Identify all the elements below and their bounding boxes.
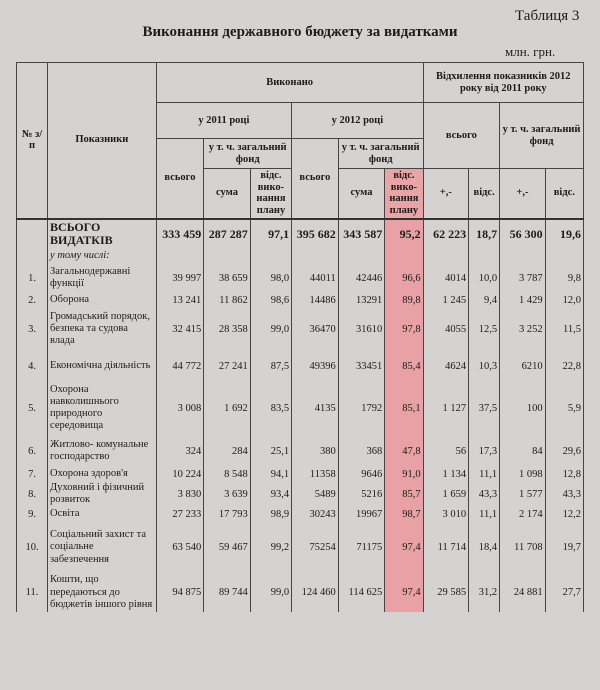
- cell-g11: [204, 249, 251, 263]
- cell-g_pct: 22,8: [545, 351, 583, 381]
- cell-d_pct: 31,2: [469, 573, 500, 611]
- executed-header: Виконано: [156, 63, 423, 103]
- cell-p12: 97,4: [385, 573, 423, 611]
- row-name: Соціальний захист та соціальне забезпечення: [48, 521, 157, 573]
- cell-g12: 343 587: [338, 219, 385, 250]
- cell-g_pct: 11,5: [545, 307, 583, 351]
- cell-t12: 4135: [292, 381, 339, 435]
- row-name: Охорона навколишнього природного середовища: [48, 381, 157, 435]
- cell-g_pct: 5,9: [545, 381, 583, 435]
- cell-t11: 32 415: [156, 307, 204, 351]
- cell-d_pm: 62 223: [423, 219, 469, 250]
- pct-2012-header: відс. вико- нання плану: [385, 169, 423, 219]
- table-row: [17, 249, 584, 263]
- table-row: [17, 435, 584, 467]
- row-name: ВСЬОГО ВИДАТКІВ: [48, 219, 157, 250]
- cell-p12: 85,7: [385, 481, 423, 507]
- cell-g_pct: 43,3: [545, 481, 583, 507]
- row-name: Оборона: [48, 293, 157, 307]
- cell-g_pm: 3 252: [500, 307, 546, 351]
- cell-d_pct: 11,1: [469, 467, 500, 481]
- table-row-total: [17, 219, 584, 250]
- cell-d_pm: 1 659: [423, 481, 469, 507]
- cell-g11: 27 241: [204, 351, 251, 381]
- budget-table: [16, 62, 584, 612]
- cell-p11: 87,5: [250, 351, 291, 381]
- table-label: Таблиця 3: [515, 8, 580, 24]
- cell-d_pct: 18,7: [469, 219, 500, 250]
- table-row: [17, 507, 584, 521]
- cell-t12: 44011: [292, 263, 339, 293]
- row-name: Житлово- комунальне господарство: [48, 435, 157, 467]
- cell-g12: 71175: [338, 521, 385, 573]
- row-name: Загальнодержавні функції: [48, 263, 157, 293]
- row-name: Освіта: [48, 507, 157, 521]
- cell-g_pct: 12,0: [545, 293, 583, 307]
- cell-g11: 11 862: [204, 293, 251, 307]
- cell-d_pct: [469, 249, 500, 263]
- cell-g12: 33451: [338, 351, 385, 381]
- row-number: 3.: [17, 307, 48, 351]
- row-name: Кошти, що передаються до бюджетів іншого рівня: [48, 573, 157, 611]
- cell-d_pm: 4055: [423, 307, 469, 351]
- page-title: Виконання державного бюджету за видатками: [142, 24, 458, 40]
- row-number: 6.: [17, 435, 48, 467]
- cell-d_pm: 1 245: [423, 293, 469, 307]
- row-name: Економічна діяльність: [48, 351, 157, 381]
- cell-g11: 1 692: [204, 381, 251, 435]
- cell-d_pct: 43,3: [469, 481, 500, 507]
- cell-p11: 83,5: [250, 381, 291, 435]
- table-row: [17, 467, 584, 481]
- cell-t11: 63 540: [156, 521, 204, 573]
- cell-p12: 89,8: [385, 293, 423, 307]
- cell-g_pm: 11 708: [500, 521, 546, 573]
- table-body: [17, 219, 584, 612]
- table-row: [17, 307, 584, 351]
- cell-g12: 368: [338, 435, 385, 467]
- gen-pm-header: +,-: [500, 169, 546, 219]
- year-2011-header: у 2011 році: [156, 103, 292, 139]
- cell-d_pm: 4014: [423, 263, 469, 293]
- cell-p11: 97,1: [250, 219, 291, 250]
- sum-2011-header: сума: [204, 169, 251, 219]
- cell-t11: 333 459: [156, 219, 204, 250]
- col-indicators-header: Показники: [48, 63, 157, 219]
- cell-p12: 97,4: [385, 521, 423, 573]
- cell-p12: 97,8: [385, 307, 423, 351]
- row-number: 5.: [17, 381, 48, 435]
- cell-p11: [250, 249, 291, 263]
- dev-pm-header: +,-: [423, 169, 469, 219]
- cell-d_pct: 11,1: [469, 507, 500, 521]
- row-number: 11.: [17, 573, 48, 611]
- cell-g_pct: 19,6: [545, 219, 583, 250]
- cell-p11: 99,0: [250, 307, 291, 351]
- pct-2011-header: відс. вико- нання плану: [250, 169, 291, 219]
- cell-t12: 75254: [292, 521, 339, 573]
- cell-g_pct: 27,7: [545, 573, 583, 611]
- cell-t12: 49396: [292, 351, 339, 381]
- year-2012-header: у 2012 році: [292, 103, 423, 139]
- cell-d_pct: 12,5: [469, 307, 500, 351]
- cell-t11: 94 875: [156, 573, 204, 611]
- dev-pct-header: відс.: [469, 169, 500, 219]
- cell-g_pm: 84: [500, 435, 546, 467]
- cell-g_pm: [500, 249, 546, 263]
- cell-g12: 31610: [338, 307, 385, 351]
- cell-g11: 284: [204, 435, 251, 467]
- table-row: [17, 263, 584, 293]
- cell-g12: 9646: [338, 467, 385, 481]
- cell-g12: 5216: [338, 481, 385, 507]
- row-number: 4.: [17, 351, 48, 381]
- cell-p11: 99,0: [250, 573, 291, 611]
- cell-g11: 89 744: [204, 573, 251, 611]
- cell-g_pm: 100: [500, 381, 546, 435]
- cell-g_pm: 1 098: [500, 467, 546, 481]
- row-number: 1.: [17, 263, 48, 293]
- cell-p11: 98,0: [250, 263, 291, 293]
- cell-t12: 124 460: [292, 573, 339, 611]
- cell-g12: 19967: [338, 507, 385, 521]
- cell-t11: 3 830: [156, 481, 204, 507]
- cell-p11: 98,9: [250, 507, 291, 521]
- cell-g_pct: 29,6: [545, 435, 583, 467]
- col-num-header: № з/п: [17, 63, 48, 219]
- cell-p12: 47,8: [385, 435, 423, 467]
- cell-p12: 98,7: [385, 507, 423, 521]
- table-row: [17, 351, 584, 381]
- cell-p12: [385, 249, 423, 263]
- cell-d_pct: 10,0: [469, 263, 500, 293]
- row-number: [17, 219, 48, 250]
- row-name: у тому числі:: [48, 249, 157, 263]
- cell-g11: 38 659: [204, 263, 251, 293]
- cell-g12: [338, 249, 385, 263]
- cell-t11: 27 233: [156, 507, 204, 521]
- cell-d_pm: 3 010: [423, 507, 469, 521]
- cell-d_pct: 18,4: [469, 521, 500, 573]
- cell-d_pm: 29 585: [423, 573, 469, 611]
- cell-g12: 114 625: [338, 573, 385, 611]
- row-number: 10.: [17, 521, 48, 573]
- cell-t12: 14486: [292, 293, 339, 307]
- total-2011-header: всього: [156, 139, 204, 219]
- cell-g11: 287 287: [204, 219, 251, 250]
- cell-t12: [292, 249, 339, 263]
- table-row: [17, 381, 584, 435]
- cell-d_pct: 37,5: [469, 381, 500, 435]
- cell-d_pm: [423, 249, 469, 263]
- gen-pct-header: відс.: [545, 169, 583, 219]
- cell-p11: 93,4: [250, 481, 291, 507]
- cell-g_pct: 19,7: [545, 521, 583, 573]
- cell-d_pct: 9,4: [469, 293, 500, 307]
- cell-g11: 28 358: [204, 307, 251, 351]
- cell-t12: 36470: [292, 307, 339, 351]
- row-number: 8.: [17, 481, 48, 507]
- general-2011-header: у т. ч. загальний фонд: [204, 139, 292, 169]
- cell-d_pm: 1 127: [423, 381, 469, 435]
- units-label: млн. грн.: [505, 44, 556, 59]
- cell-p11: 98,6: [250, 293, 291, 307]
- cell-t11: 13 241: [156, 293, 204, 307]
- cell-g_pm: 1 429: [500, 293, 546, 307]
- table-row: [17, 573, 584, 611]
- cell-g11: 17 793: [204, 507, 251, 521]
- cell-p11: 94,1: [250, 467, 291, 481]
- cell-t11: 10 224: [156, 467, 204, 481]
- cell-g12: 42446: [338, 263, 385, 293]
- cell-p12: 85,1: [385, 381, 423, 435]
- row-number: [17, 249, 48, 263]
- cell-t11: 44 772: [156, 351, 204, 381]
- cell-t12: 11358: [292, 467, 339, 481]
- cell-t12: 5489: [292, 481, 339, 507]
- table-row: [17, 293, 584, 307]
- cell-p12: 85,4: [385, 351, 423, 381]
- cell-g11: 8 548: [204, 467, 251, 481]
- cell-d_pct: 17,3: [469, 435, 500, 467]
- total-2012-header: всього: [292, 139, 339, 219]
- cell-d_pm: 11 714: [423, 521, 469, 573]
- row-name: Духовний і фізичний розвиток: [48, 481, 157, 507]
- row-number: 9.: [17, 507, 48, 521]
- general-2012-header: у т. ч. загальний фонд: [338, 139, 423, 169]
- cell-t12: 380: [292, 435, 339, 467]
- dev-total-header: всього: [423, 103, 500, 169]
- cell-d_pct: 10,3: [469, 351, 500, 381]
- cell-g11: 3 639: [204, 481, 251, 507]
- cell-g12: 1792: [338, 381, 385, 435]
- sum-2012-header: сума: [338, 169, 385, 219]
- cell-p12: 91,0: [385, 467, 423, 481]
- cell-t11: [156, 249, 204, 263]
- cell-t11: 3 008: [156, 381, 204, 435]
- cell-d_pm: 4624: [423, 351, 469, 381]
- deviation-header: Відхилення показників 2012 року від 2011 року: [423, 63, 583, 103]
- cell-t12: 395 682: [292, 219, 339, 250]
- row-number: 7.: [17, 467, 48, 481]
- cell-g11: 59 467: [204, 521, 251, 573]
- cell-p12: 95,2: [385, 219, 423, 250]
- row-name: Громадський порядок, безпека та судова влада: [48, 307, 157, 351]
- cell-g_pm: 2 174: [500, 507, 546, 521]
- cell-g_pm: 6210: [500, 351, 546, 381]
- cell-g12: 13291: [338, 293, 385, 307]
- dev-general-header: у т. ч. загальний фонд: [500, 103, 584, 169]
- table-header: [17, 63, 584, 219]
- cell-g_pct: 9,8: [545, 263, 583, 293]
- cell-d_pm: 1 134: [423, 467, 469, 481]
- cell-g_pm: 56 300: [500, 219, 546, 250]
- cell-g_pm: 24 881: [500, 573, 546, 611]
- cell-t11: 39 997: [156, 263, 204, 293]
- cell-p11: 99,2: [250, 521, 291, 573]
- table-row: [17, 481, 584, 507]
- row-name: Охорона здоров'я: [48, 467, 157, 481]
- cell-g_pct: [545, 249, 583, 263]
- row-number: 2.: [17, 293, 48, 307]
- cell-g_pct: 12,2: [545, 507, 583, 521]
- table-row: [17, 521, 584, 573]
- cell-g_pm: 3 787: [500, 263, 546, 293]
- cell-g_pct: 12,8: [545, 467, 583, 481]
- cell-p11: 25,1: [250, 435, 291, 467]
- cell-p12: 96,6: [385, 263, 423, 293]
- cell-g_pm: 1 577: [500, 481, 546, 507]
- cell-t12: 30243: [292, 507, 339, 521]
- cell-d_pm: 56: [423, 435, 469, 467]
- cell-t11: 324: [156, 435, 204, 467]
